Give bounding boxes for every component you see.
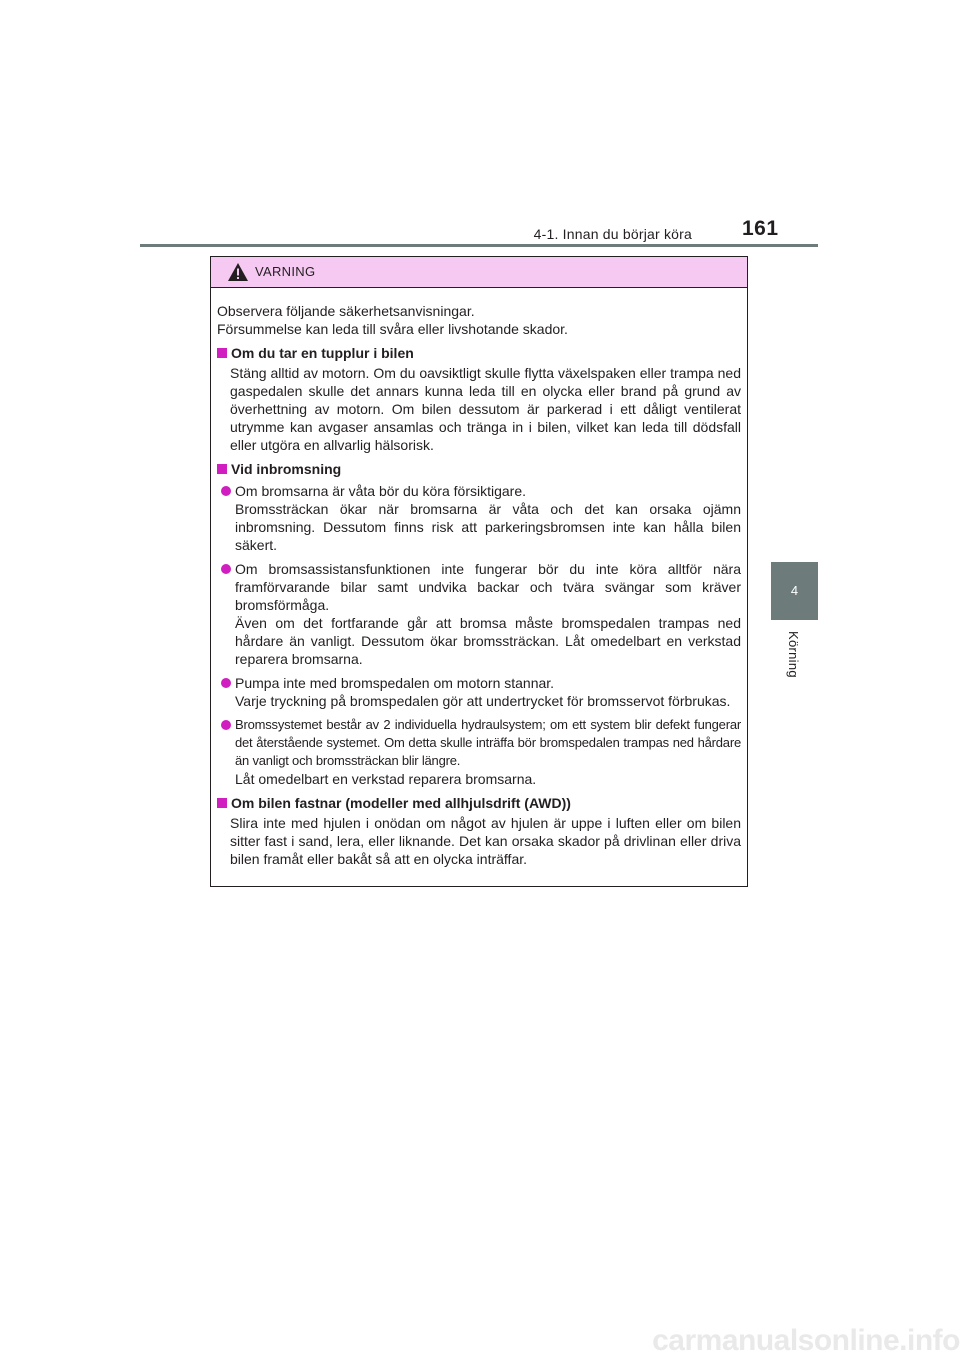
bullet-line: Även om det fortfarande går att bromsa måste bromspedalen trampas ned hårdare än vanligt. Dessutom ökar bromssträckan. Låt omedelbart en verkstad reparera bromsarna. [235, 615, 741, 667]
round-bullet-icon [221, 486, 231, 496]
header-divider [140, 244, 818, 247]
section-nap [217, 344, 741, 454]
warning-triangle-icon [227, 262, 249, 282]
section-heading [217, 794, 741, 812]
list-item [217, 716, 741, 788]
section-heading [217, 460, 741, 478]
bullet-line: Bromssystemet består av 2 individuella hydraulsystem; om ett system blir defekt fungerar det återstående systemet. Om detta skulle inträffa bör bromspedalen trampas ned hårdare än vanligt och bromssträckan blir längre. [235, 717, 741, 768]
list-item [217, 674, 741, 710]
page-number: 161 [742, 217, 779, 240]
section-stuck [217, 794, 741, 868]
section-heading [217, 344, 741, 362]
chapter-tab: 4 [771, 562, 818, 620]
round-bullet-icon [221, 564, 231, 574]
section-heading-text: Om du tar en tupplur i bilen [231, 345, 414, 361]
bullet-line: Om bromsarna är våta bör du köra försiktigare. [235, 483, 527, 499]
bullet-line: Om bromsassistansfunktionen inte fungerar bör du inte köra alltför nära framförvarande bilar samt undvika backar och tvära svängar som kräver bromsförmåga. [235, 561, 741, 613]
list-item [217, 560, 741, 668]
bullet-line: Varje tryckning på bromspedalen gör att undertrycket för bromsservot förbrukas. [235, 693, 731, 709]
list-item [217, 482, 741, 554]
bullet-line: Låt omedelbart en verkstad reparera bromsarna. [235, 771, 537, 787]
chapter-label: Körning [786, 631, 801, 678]
intro-line: Försummelse kan leda till svåra eller livshotande skador. [217, 321, 568, 337]
section-paragraph: Slira inte med hjulen i onödan om något av hjulen är uppe i luften eller om bilen sitter fast i sand, lera, eller liknande. Det kan orsaka skador på drivlinan eller driva bilen framåt eller bakåt så att en olycka inträffar. [230, 815, 741, 867]
warning-title: VARNING [255, 264, 316, 279]
warning-header [211, 257, 747, 288]
warning-intro [217, 302, 741, 338]
bullet-line: Pumpa inte med bromspedalen om motorn stannar. [235, 675, 555, 691]
watermark: carmanualsonline.info [652, 1324, 960, 1357]
section-heading-text: Vid inbromsning [231, 461, 342, 477]
square-bullet-icon [217, 798, 227, 808]
section-braking [217, 460, 741, 788]
square-bullet-icon [217, 348, 227, 358]
bullet-line: Bromssträckan ökar när bromsarna är våta och det kan orsaka ojämn inbromsning. Dessutom finns risk att parkeringsbromsen inte kan hålla bilen säkert. [235, 501, 741, 553]
section-paragraph: Stäng alltid av motorn. Om du oavsiktligt skulle flytta växelspaken eller trampa ned gaspedalen skulle det annars kunna leda till en olycka eller brand på grund av överhettning av motorn. Om bilen dessutom är parkerad i ett dåligt ventilerat utrymme kan avgaser ansamlas och tränga in i bilen, vilket kan leda till dödsfall eller utgöra en allvarlig hälsorisk. [230, 365, 741, 453]
page-header [0, 0, 960, 250]
section-heading-text: Om bilen fastnar (modeller med allhjulsdrift (AWD)) [231, 795, 571, 811]
square-bullet-icon [217, 464, 227, 474]
round-bullet-icon [221, 720, 231, 730]
round-bullet-icon [221, 678, 231, 688]
section-title: 4-1. Innan du börjar köra [533, 226, 692, 242]
intro-line: Observera följande säkerhetsanvisningar. [217, 303, 475, 319]
warning-body [211, 288, 747, 868]
warning-box [210, 256, 748, 887]
